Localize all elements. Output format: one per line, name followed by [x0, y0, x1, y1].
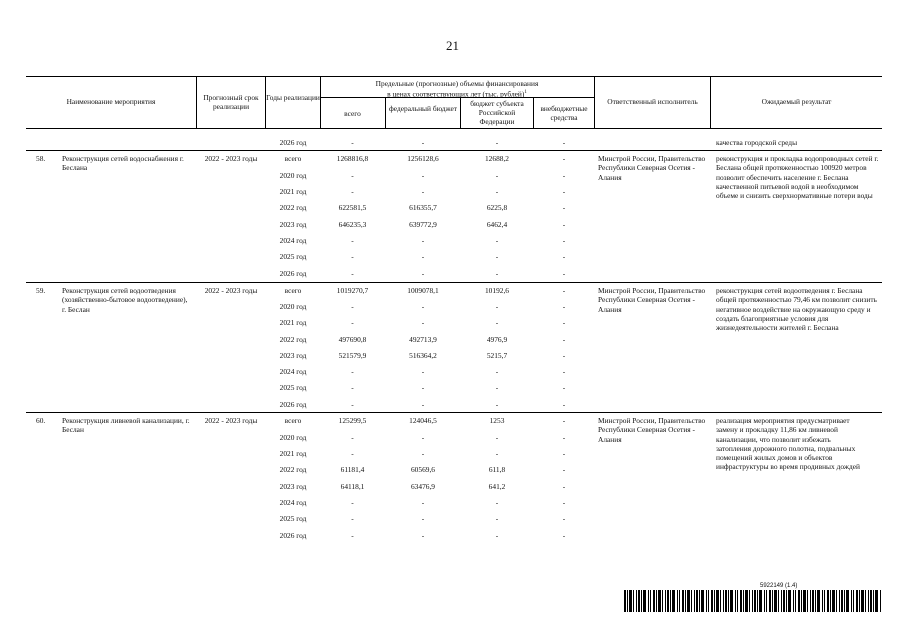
block-58-result: реконструкция и прокладка водопроводных сетей г. Беслана общей протяженностью 100920 метров позволит обеспечить население г. Беслана качественной питьевой водой в необходимом объеме и снизить сверхнормативные потери воды — [716, 154, 879, 201]
barcode-bar — [807, 590, 808, 612]
block-60-extra: - — [562, 531, 566, 540]
block-58-federal: - — [421, 171, 425, 180]
barcode-bar — [735, 590, 736, 612]
block-59-federal: 492713,9 — [409, 335, 437, 344]
block-60-regional: 641,2 — [488, 482, 506, 491]
block-60-federal: 60569,6 — [410, 465, 436, 474]
block-58-regional: - — [495, 171, 499, 180]
block-60-year: 2024 год — [279, 498, 307, 507]
header-top-rule — [26, 76, 882, 77]
barcode-bar — [670, 590, 671, 612]
barcode-bar — [716, 590, 719, 612]
block-60-total: 61181,4 — [340, 465, 365, 474]
block-58-federal: - — [421, 252, 425, 261]
block-60-extra: - — [562, 498, 566, 507]
block-59-regional: - — [495, 383, 499, 392]
block-60-regional: - — [495, 498, 499, 507]
barcode-bar — [752, 590, 753, 612]
barcode-bar — [846, 590, 849, 612]
block-60-term: 2022 - 2023 годы — [204, 416, 258, 425]
header-footnote-mark: 1 — [524, 90, 527, 95]
block-58-regional: - — [495, 187, 499, 196]
block-59-total: 1019270,7 — [336, 286, 369, 295]
barcode-bar — [839, 590, 840, 612]
barcode-bar — [679, 590, 680, 612]
block-59-year: 2022 год — [279, 335, 307, 344]
barcode-bar — [788, 590, 791, 612]
block-58-regional: - — [495, 269, 499, 278]
block-59-total: - — [351, 383, 354, 392]
barcode-bar — [650, 590, 651, 612]
barcode-bar — [786, 590, 787, 612]
block-58-extra: - — [562, 220, 566, 229]
barcode-bar — [757, 590, 758, 612]
block-58-number: 58. — [36, 154, 46, 163]
block-58-federal: 616355,7 — [409, 203, 437, 212]
block-59-regional: - — [495, 318, 499, 327]
barcode-bar — [824, 590, 825, 612]
block-58-term: 2022 - 2023 годы — [204, 154, 258, 163]
block-58-extra: - — [562, 154, 566, 163]
barcode-bar — [728, 590, 729, 612]
barcode-bar — [759, 590, 762, 612]
block-58-regional: 12688,2 — [484, 154, 510, 163]
block-58-executor: Минстрой России, Правительство Республики Северная Осетия - Алания — [598, 154, 706, 182]
block-59-total: 521579,9 — [338, 351, 367, 360]
barcode-bar — [708, 590, 709, 612]
block-60-year: 2026 год — [279, 531, 307, 540]
block-59-regional: - — [495, 367, 499, 376]
header-name: Наименование мероприятия — [66, 97, 156, 106]
page-number: 21 — [446, 38, 459, 53]
block-60-year: всего — [284, 416, 302, 425]
barcode — [624, 590, 884, 612]
block-58-year: 2025 год — [279, 252, 307, 261]
barcode-bar — [865, 590, 866, 612]
block-58-total: - — [351, 252, 354, 261]
barcode-bar — [859, 590, 860, 612]
block-58-federal: - — [421, 187, 425, 196]
barcode-bar — [627, 590, 628, 612]
barcode-bar — [633, 590, 634, 612]
barcode-bar — [687, 590, 690, 612]
barcode-bar — [798, 590, 800, 612]
barcode-bar — [641, 590, 642, 612]
barcode-bar — [803, 590, 806, 612]
barcode-bar — [841, 590, 843, 612]
barcode-bar — [658, 590, 661, 612]
header-result: Ожидаемый результат — [761, 97, 832, 106]
header-funding-subtitle: в ценах соответствующих лет (тыс. рублей) — [387, 89, 525, 99]
barcode-bar — [774, 590, 777, 612]
barcode-bar — [667, 590, 669, 612]
block-60-regional: 611,8 — [488, 465, 506, 474]
block-59-total: - — [351, 400, 354, 409]
barcode-bar — [795, 590, 796, 612]
block-59-extra: - — [562, 286, 566, 295]
block-58-total: 1268816,8 — [336, 154, 369, 163]
barcode-bar — [754, 590, 756, 612]
barcode-bar — [817, 590, 820, 612]
header-sep-2 — [265, 76, 266, 128]
row-separator-59 — [26, 282, 882, 283]
barcode-bar — [853, 590, 854, 612]
barcode-bar — [720, 590, 721, 612]
barcode-bar — [699, 590, 700, 612]
block-58-year: всего — [284, 154, 302, 163]
carryover-result: качества городской среды — [716, 138, 798, 147]
block-59-year: 2025 год — [279, 383, 307, 392]
block-58-extra: - — [562, 252, 566, 261]
block-58-year: 2021 год — [279, 187, 307, 196]
block-60-federal: - — [421, 498, 425, 507]
barcode-bar — [781, 590, 782, 612]
block-60-total: - — [351, 531, 354, 540]
barcode-bar — [653, 590, 655, 612]
block-59-number: 59. — [36, 286, 46, 295]
row-separator-60 — [26, 412, 882, 413]
block-59-extra: - — [562, 302, 566, 311]
block-60-extra: - — [562, 482, 566, 491]
block-59-extra: - — [562, 383, 566, 392]
block-58-extra: - — [562, 171, 566, 180]
header-regional: бюджет субъекта Российской Федерации — [470, 99, 524, 126]
header-funding-title — [320, 79, 594, 98]
barcode-bar — [836, 590, 837, 612]
barcode-bar — [740, 590, 742, 612]
block-59-year: 2024 год — [279, 367, 307, 376]
barcode-bar — [701, 590, 704, 612]
block-59-year: 2021 год — [279, 318, 307, 327]
block-59-total: - — [351, 318, 354, 327]
barcode-bar — [656, 590, 657, 612]
barcode-bar — [815, 590, 816, 612]
carryover-year: 2026 год — [279, 138, 307, 147]
block-60-federal: - — [421, 433, 425, 442]
barcode-bar — [730, 590, 733, 612]
block-58-federal: - — [421, 269, 425, 278]
barcode-bar — [706, 590, 707, 612]
block-59-regional: - — [495, 400, 499, 409]
barcode-bar — [682, 590, 684, 612]
block-59-year: 2026 год — [279, 400, 307, 409]
block-60-total: - — [351, 433, 354, 442]
block-60-total: 125299,5 — [338, 416, 367, 425]
barcode-bar — [749, 590, 750, 612]
block-60-year: 2022 год — [279, 465, 307, 474]
barcode-bar — [868, 590, 869, 612]
barcode-bar — [764, 590, 765, 612]
barcode-bar — [745, 590, 748, 612]
row-separator-58 — [26, 150, 882, 151]
block-60-federal: - — [421, 531, 425, 540]
block-58-year: 2022 год — [279, 203, 307, 212]
block-60-regional: 1253 — [489, 416, 505, 425]
header-executor: Ответственный исполнитель — [607, 97, 698, 106]
barcode-bar — [685, 590, 686, 612]
block-58-federal: 639772,9 — [409, 220, 437, 229]
block-60-name: Реконструкция ливневой канализации, г. Беслан — [62, 416, 190, 435]
carryover-total: - — [351, 138, 354, 147]
header-term: Прогнозный срок реализации — [203, 93, 259, 111]
block-60-total: - — [351, 498, 354, 507]
barcode-bar — [665, 590, 666, 612]
block-58-total: - — [351, 236, 354, 245]
block-58-name: Реконструкция сетей водоснабжения г. Беслана — [62, 154, 184, 173]
block-60-year: 2025 год — [279, 514, 307, 523]
block-58-total: - — [351, 269, 354, 278]
block-60-extra: - — [562, 416, 566, 425]
barcode-bar — [638, 590, 640, 612]
block-59-total: 497690,8 — [338, 335, 367, 344]
barcode-number: 5922149 (1.4) — [760, 583, 798, 589]
block-59-total: - — [351, 302, 354, 311]
barcode-bar — [827, 590, 829, 612]
block-60-federal: 124046,5 — [409, 416, 437, 425]
block-58-extra: - — [562, 269, 566, 278]
block-59-extra: - — [562, 318, 566, 327]
barcode-bar — [711, 590, 713, 612]
barcode-bar — [861, 590, 864, 612]
barcode-bar — [822, 590, 823, 612]
block-58-total: 646235,3 — [338, 220, 367, 229]
barcode-bar — [737, 590, 738, 612]
block-60-year: 2021 год — [279, 449, 307, 458]
block-59-name: Реконструкция сетей водоотведения (хозяйственно-бытовое водоотведение), г. Беслан — [62, 286, 188, 314]
block-59-year: 2023 год — [279, 351, 307, 360]
block-59-regional: 5215,7 — [486, 351, 508, 360]
block-60-federal: 63476,9 — [410, 482, 436, 491]
block-58-year: 2020 год — [279, 171, 307, 180]
header-years: Годы реализации — [266, 93, 320, 102]
barcode-bar — [801, 590, 802, 612]
block-58-extra: - — [562, 203, 566, 212]
block-58-total: - — [351, 171, 354, 180]
barcode-bar — [851, 590, 852, 612]
barcode-bar — [643, 590, 646, 612]
block-58-regional: - — [495, 236, 499, 245]
block-58-regional: - — [495, 252, 499, 261]
barcode-bar — [691, 590, 692, 612]
block-60-regional: - — [495, 449, 499, 458]
barcode-bar — [873, 590, 874, 612]
barcode-bar — [772, 590, 773, 612]
barcode-bar — [743, 590, 744, 612]
barcode-bar — [870, 590, 872, 612]
barcode-bar — [856, 590, 858, 612]
block-60-number: 60. — [36, 416, 46, 425]
block-59-federal: - — [421, 367, 425, 376]
block-59-total: - — [351, 367, 354, 376]
block-59-term: 2022 - 2023 годы — [204, 286, 258, 295]
barcode-bar — [694, 590, 695, 612]
block-60-year: 2020 год — [279, 433, 307, 442]
barcode-bar — [648, 590, 649, 612]
barcode-bar — [714, 590, 715, 612]
block-59-year: всего — [284, 286, 302, 295]
barcode-bar — [783, 590, 785, 612]
block-59-extra: - — [562, 367, 566, 376]
barcode-bar — [769, 590, 771, 612]
block-59-federal: 516364,2 — [409, 351, 437, 360]
header-federal: федеральный бюджет — [388, 104, 458, 113]
barcode-bar — [830, 590, 831, 612]
header-funding-title-text: Предельные (прогнозные) объемы финансирования — [375, 79, 539, 88]
block-60-regional: - — [495, 433, 499, 442]
barcode-bar — [875, 590, 878, 612]
carryover-extra: - — [562, 138, 566, 147]
barcode-bar — [662, 590, 663, 612]
block-60-result: реализация мероприятия предусматривает замену и прокладку 11,86 км ливневой канализации, что позволит избежать затопления дорожного полотна, подвальных помещений жилых домов и объектов инфраструктуры во время продивных дождей — [716, 416, 860, 472]
block-60-total: - — [351, 514, 354, 523]
barcode-bar — [672, 590, 675, 612]
barcode-bar — [696, 590, 698, 612]
block-60-executor: Минстрой России, Правительство Республики Северная Осетия - Алания — [598, 416, 706, 444]
block-58-year: 2024 год — [279, 236, 307, 245]
block-58-year: 2023 год — [279, 220, 307, 229]
block-60-extra: - — [562, 449, 566, 458]
block-59-executor: Минстрой России, Правительство Республики Северная Осетия - Алания — [598, 286, 706, 314]
header-total: всего — [344, 109, 361, 118]
header-extra: внебюджетные средства — [540, 104, 588, 122]
block-59-extra: - — [562, 400, 566, 409]
block-59-extra: - — [562, 335, 566, 344]
block-59-regional: 10192,6 — [484, 286, 510, 295]
block-59-year: 2020 год — [279, 302, 307, 311]
block-59-federal: 1009078,1 — [407, 286, 439, 295]
carryover-regional: - — [495, 138, 499, 147]
barcode-bar — [629, 590, 632, 612]
block-59-extra: - — [562, 351, 566, 360]
block-58-federal: 1256128,6 — [407, 154, 439, 163]
block-60-total: 64118,1 — [340, 482, 365, 491]
barcode-bar — [624, 590, 626, 612]
block-59-result: реконструкция сетей водоотведения г. Беслана общей протяженностью 79,46 км позволит снизить негативное воздействие на окружающую среду и создать благоприятные условия для жизнедеятельности жителей г. Беслана — [716, 286, 877, 333]
block-59-regional: 4976,9 — [486, 335, 508, 344]
barcode-bar — [677, 590, 678, 612]
block-60-extra: - — [562, 433, 566, 442]
block-58-regional: 6225,8 — [486, 203, 508, 212]
barcode-bar — [844, 590, 845, 612]
block-59-regional: - — [495, 302, 499, 311]
block-59-federal: - — [421, 302, 425, 311]
block-58-total: - — [351, 187, 354, 196]
block-60-year: 2023 год — [279, 482, 307, 491]
block-58-total: 622581,5 — [338, 203, 367, 212]
block-58-regional: 6462,4 — [486, 220, 508, 229]
barcode-bar — [766, 590, 767, 612]
block-58-extra: - — [562, 187, 566, 196]
barcode-bar — [810, 590, 811, 612]
header-bottom-rule — [26, 128, 882, 129]
barcode-bar — [725, 590, 727, 612]
block-60-total: - — [351, 449, 354, 458]
block-58-federal: - — [421, 236, 425, 245]
barcode-bar — [778, 590, 779, 612]
block-60-federal: - — [421, 514, 425, 523]
barcode-bar — [832, 590, 835, 612]
block-60-regional: - — [495, 514, 499, 523]
barcode-bar — [636, 590, 637, 612]
block-59-federal: - — [421, 383, 425, 392]
barcode-bar — [723, 590, 724, 612]
carryover-federal: - — [421, 138, 425, 147]
barcode-bar — [880, 590, 881, 612]
block-58-year: 2026 год — [279, 269, 307, 278]
block-60-regional: - — [495, 531, 499, 540]
block-59-federal: - — [421, 318, 425, 327]
barcode-bar — [812, 590, 814, 612]
block-60-extra: - — [562, 514, 566, 523]
block-60-federal: - — [421, 449, 425, 458]
barcode-bar — [793, 590, 794, 612]
block-60-extra: - — [562, 465, 566, 474]
block-59-federal: - — [421, 400, 425, 409]
block-58-extra: - — [562, 236, 566, 245]
